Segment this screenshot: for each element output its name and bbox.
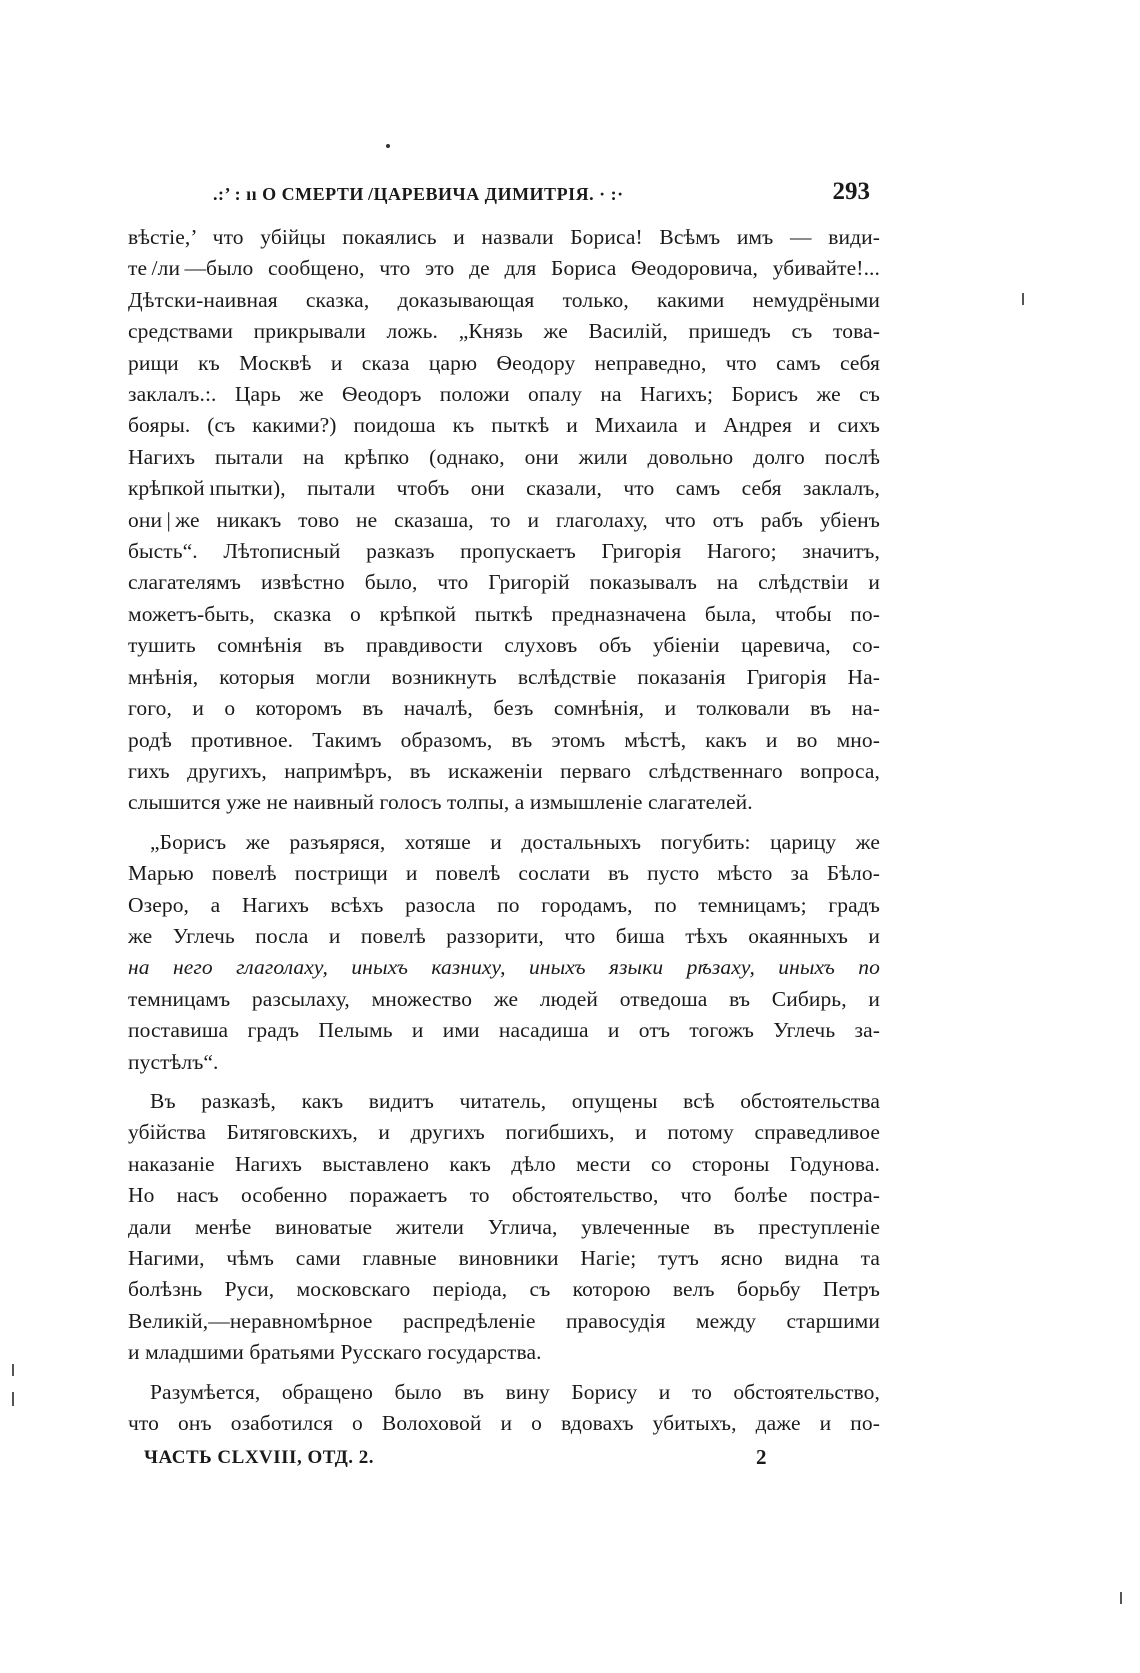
text-line: мнѣнія, которыя могли возникнуть вслѣдствіе показанія Григорія На-	[128, 664, 880, 689]
paragraph-4	[128, 1377, 880, 1440]
text-line: средствами прикрывали ложь. „Князь же Василій, пришедъ съ това-	[128, 319, 880, 344]
text-line: Разумѣется, обращено было въ вину Борису и то обстоятельство,	[150, 1379, 880, 1404]
text-line: Озеро, а Нагихъ всѣхъ разосла по городамъ, по темницамъ; градъ	[128, 892, 880, 917]
speck	[1120, 1592, 1122, 1604]
text-line: на него глаголаху, иныхъ казниху, иныхъ языки рѣзаху, иныхъ по	[128, 955, 880, 980]
text-line: они | же никакъ тово не сказаша, то и глаголаху, что отъ рабъ убіенъ	[128, 507, 880, 532]
text-line: Нагими, чѣмъ сами главные виновники Нагіе; тутъ ясно видна та	[128, 1246, 880, 1270]
paragraph-2	[128, 827, 880, 1078]
text-line: темницамъ разсылаху, множество же людей отведоша въ Сибирь, и	[128, 986, 880, 1011]
text-line: гихъ другихъ, напримѣръ, въ искаженіи перваго слѣдственнаго вопроса,	[128, 758, 880, 783]
text-line: убійства Битяговскихъ, и другихъ погибшихъ, и потому справедливое	[128, 1120, 880, 1145]
text-line: слагателямъ извѣстно было, что Григорій показывалъ на слѣдствіи и	[128, 570, 880, 595]
text-line: бысть“. Лѣтописный разказъ пропускаетъ Григорія Нагого; значитъ,	[128, 539, 880, 564]
book-page	[128, 176, 880, 1483]
text-line: рищи къ Москвѣ и сказа царю Ѳеодору неправедно, что самъ себя	[128, 350, 880, 375]
text-line: бояры. (съ какими?) поидоша къ пыткѣ и Михаила и Андрея и сихъ	[128, 413, 880, 438]
text-line: тушить сомнѣнія въ правдивости слуховъ объ убіеніи царевича, со-	[128, 633, 880, 658]
signature-line	[128, 1447, 880, 1483]
text-line: наказаніе Нагихъ выставлено какъ дѣло мести со стороны Годунова.	[128, 1151, 880, 1176]
running-head	[128, 176, 880, 216]
text-line: Великій,—неравномѣрное распредѣленіе правосудія между старшими	[128, 1308, 880, 1333]
speck	[1022, 293, 1024, 305]
signature-number: 2	[756, 1445, 767, 1470]
text-line: Но насъ особенно поражаетъ то обстоятельство, что болѣе постра-	[128, 1183, 880, 1208]
paragraph-3	[128, 1086, 880, 1369]
text-line: родѣ противное. Такимъ образомъ, въ этомъ мѣстѣ, какъ и во мно-	[128, 727, 880, 752]
text-line: вѣстіе,’ что убійцы покаялись и назвали Бориса! Всѣмъ имъ — види-	[128, 225, 880, 249]
text-line: Въ разказѣ, какъ видитъ читатель, опущены всѣ обстоятельства	[150, 1088, 880, 1113]
text-line: Дѣтски-наивная сказка, доказывающая только, какими немудрёными	[128, 287, 880, 312]
text-line: поставиша градъ Пелымь и ими насадиша и отъ тогожъ Углечь за-	[128, 1018, 880, 1043]
text-line: же Углечь посла и повелѣ раззорити, что биша тѣхъ окаянныхъ и	[128, 923, 880, 948]
text-line: слышится уже не наивный голосъ толпы, а измышленіе слагателей.	[128, 790, 753, 815]
text-line: Марью повелѣ пострищи и повелѣ сослати въ пусто мѣсто за Бѣло-	[128, 861, 880, 886]
text-line: можетъ-быть, сказка о крѣпкой пыткѣ предназначена была, чтобы по-	[128, 601, 880, 626]
speck	[12, 1392, 14, 1406]
signature-mark: ЧАСТЬ CLXVIII, ОТД. 2.	[144, 1447, 375, 1469]
speck	[12, 1364, 14, 1376]
text-line: болѣзнь Руси, московскаго періода, съ которою велъ борьбу Петръ	[128, 1277, 880, 1302]
text-line: пустѣлъ“.	[128, 1049, 219, 1074]
page-number: 293	[832, 178, 870, 205]
text-line: крѣпкой ıпытки), пытали чтобъ они сказали, что самъ себя заклалъ,	[128, 476, 880, 501]
running-title: .:’ : ıı О СМЕРТИ /ЦАРЕВИЧА ДИМИТРІЯ. · :·	[213, 184, 624, 204]
paragraph-1	[128, 222, 880, 819]
text-line: что онъ озаботился о Волоховой и о вдовахъ убитыхъ, даже и по-	[128, 1411, 880, 1436]
text-line: те /ли —было сообщено, что это де для Бориса Ѳеодоровича, убивайте!...	[128, 256, 880, 281]
text-line: заклалъ.:. Царь же Ѳеодоръ положи опалу на Нагихъ; Борисъ же съ	[128, 382, 880, 407]
text-line: гого, и о которомъ въ началѣ, безъ сомнѣнія, и толковали въ на-	[128, 696, 880, 721]
text-line: Нагихъ пытали на крѣпко (однако, они жили довольно долго послѣ	[128, 444, 880, 469]
body-text	[128, 222, 880, 1439]
stray-mark	[386, 144, 390, 148]
text-line: дали менѣе виноватые жители Углича, увлеченные въ преступленіе	[128, 1214, 880, 1239]
text-line: и младшими братьями Русскаго государства.	[128, 1340, 542, 1365]
text-line: „Борисъ же разъяряся, хотяше и достальныхъ погубить: царицу же	[150, 829, 880, 854]
